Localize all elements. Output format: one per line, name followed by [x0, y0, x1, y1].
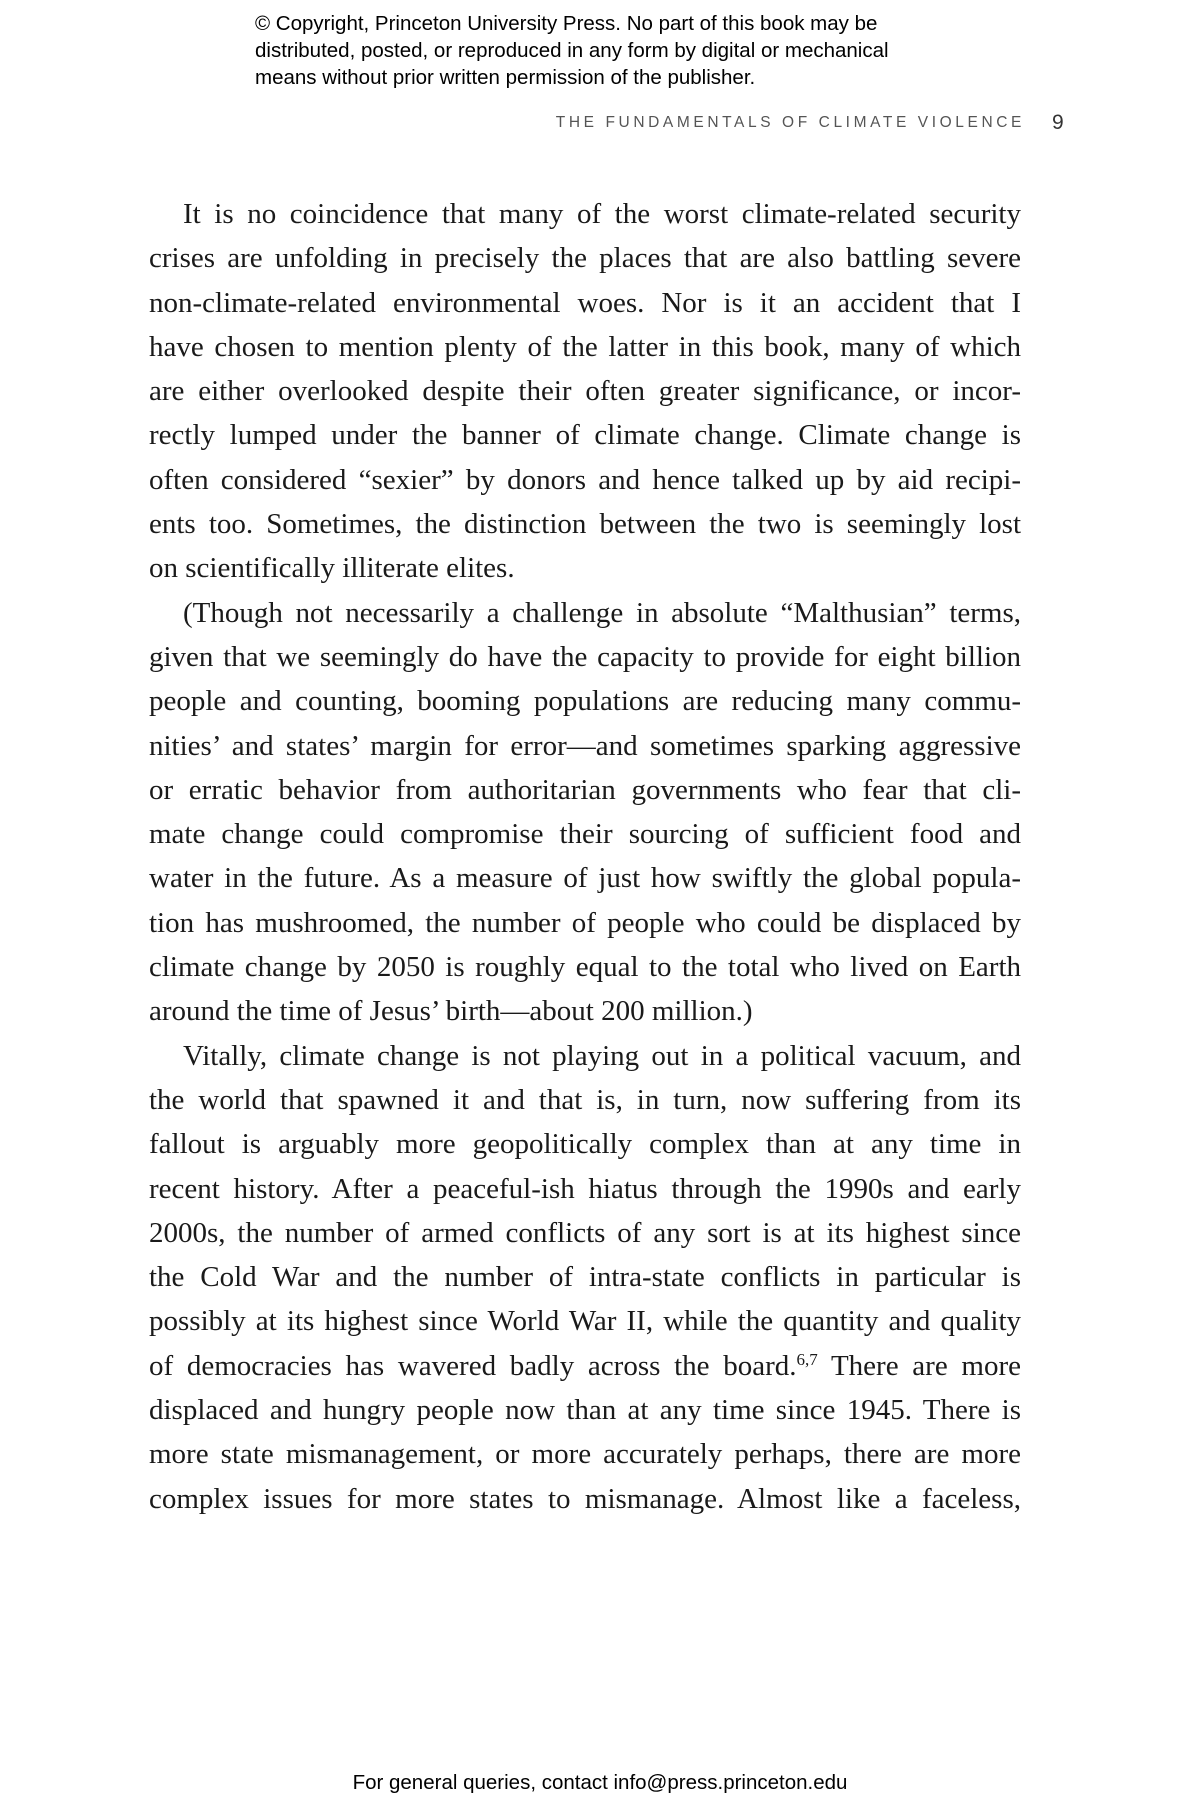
text-line: often considered “sexier” by donors and hence talked up by aid recipi-	[149, 463, 1021, 496]
text-line: fallout is arguably more geopolitically complex than at any time in	[149, 1128, 1021, 1161]
text-line: possibly at its highest since World War II, while the quantity and quality	[149, 1305, 1021, 1338]
text-line: displaced and hungry people now than at any time since 1945. There is	[149, 1394, 1021, 1427]
paragraph-1	[149, 192, 1021, 591]
text-line: more state mismanagement, or more accurately perhaps, there are more	[149, 1438, 1021, 1471]
text-line: on scientifically illiterate elites.	[149, 552, 515, 585]
text-line: the Cold War and the number of intra-state conflicts in particular is	[149, 1261, 1021, 1294]
chapter-title: THE FUNDAMENTALS OF CLIMATE VIOLENCE	[555, 114, 1025, 131]
text-line: complex issues for more states to mismanage. Almost like a faceless,	[149, 1482, 1021, 1515]
text-line: 2000s, the number of armed conflicts of any sort is at its highest since	[149, 1216, 1021, 1249]
text-line: around the time of Jesus’ birth—about 200 million.)	[149, 995, 753, 1028]
copyright-line: means without prior written permission of the publisher.	[255, 66, 756, 89]
text-line: climate change by 2050 is roughly equal to the total who lived on Earth	[149, 951, 1021, 984]
footer-contact: For general queries, contact info@press.princeton.edu	[352, 1771, 848, 1794]
text-line: tion has mushroomed, the number of people who could be displaced by	[149, 906, 1021, 939]
paragraph-3	[149, 1034, 1021, 1521]
paragraph-2	[149, 591, 1021, 1034]
text-line: mate change could compromise their sourcing of sufficient food and	[149, 818, 1021, 851]
copyright-line: distributed, posted, or reproduced in any form by digital or mechanical	[255, 39, 889, 62]
text-segment: There are more	[817, 1349, 1021, 1382]
text-line: crises are unfolding in precisely the places that are also battling severe	[149, 242, 1021, 275]
text-line: rectly lumped under the banner of climate change. Climate change is	[149, 419, 1021, 452]
text-line: or erratic behavior from authoritarian governments who fear that cli-	[149, 773, 1021, 806]
running-head	[0, 111, 1200, 137]
text-line: ents too. Sometimes, the distinction between the two is seemingly lost	[149, 508, 1021, 541]
text-line: the world that spawned it and that is, in turn, now suffering from its	[149, 1083, 1021, 1116]
text-line: nities’ and states’ margin for error—and sometimes sparking aggressive	[149, 729, 1021, 762]
text-line: Vitally, climate change is not playing out in a political vacuum, and	[183, 1039, 1021, 1072]
text-line: given that we seemingly do have the capacity to provide for eight billion	[149, 640, 1021, 673]
text-line: non-climate-related environmental woes. Nor is it an accident that I	[149, 286, 1021, 319]
text-line: have chosen to mention plenty of the latter in this book, many of which	[149, 330, 1021, 363]
text-line-with-footnote	[149, 1344, 1021, 1388]
text-segment: of democracies has wavered badly across the board.	[149, 1349, 797, 1382]
copyright-line: © Copyright, Princeton University Press. No part of this book may be	[255, 12, 878, 35]
text-line: are either overlooked despite their often greater significance, or incor-	[149, 375, 1021, 408]
text-line: It is no coincidence that many of the worst climate-related security	[183, 198, 1021, 230]
copyright-notice	[255, 10, 975, 91]
page-number: 9	[1052, 111, 1064, 134]
text-line: water in the future. As a measure of just how swiftly the global popula-	[149, 862, 1021, 895]
text-line: people and counting, booming populations are reducing many commu-	[149, 685, 1021, 718]
text-line: recent history. After a peaceful-ish hiatus through the 1990s and early	[149, 1172, 1021, 1205]
body-text	[149, 192, 1021, 1521]
text-line: (Though not necessarily a challenge in absolute “Malthusian” terms,	[183, 596, 1021, 629]
footnote-reference[interactable]: 6,7	[796, 1349, 818, 1369]
